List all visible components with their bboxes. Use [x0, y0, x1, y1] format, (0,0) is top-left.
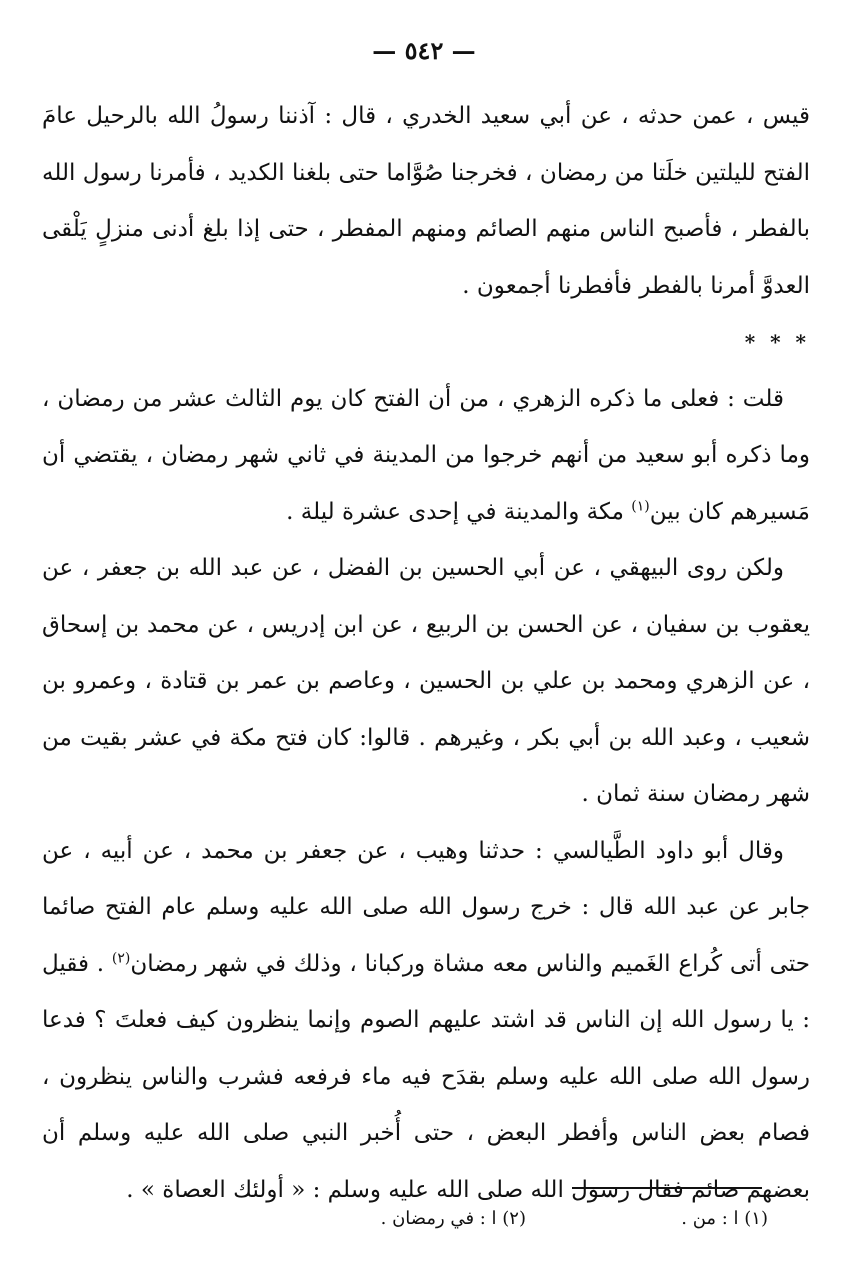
paragraph-3: ولكن روى البيهقي ، عن أبي الحسين بن الفضل ، عن عبد الله بن جعفر ، عن يعقوب بن سفيان ، عن الحسن بن الربيع ، عن ابن إدريس ، عن محمد بن إسحاق ، عن الزهري ومحمد بن علي بن الحسين ، وعاصم بن عمر بن قتادة ، وعمرو بن شعيب ، وعبد الله بن أبي بكر ، وغيرهم . قالوا: كان فتح مكة في عشر بقيت من شهر رمضان سنة ثمان .	[42, 555, 810, 807]
footnote-1: (١) ا : من .	[681, 1208, 768, 1229]
page-number: — ٥٤٢ —	[372, 36, 476, 65]
footnote-divider	[572, 1187, 762, 1189]
paragraph-4-text-before: وقال أبو داود الطَّيالسي : حدثنا وهيب ، عن جعفر بن محمد ، عن أبيه ، عن جابر عن عبد الله قال : خرج رسول الله صلى الله عليه وسلم عام الفتح صائما حتى أتى كُراع الغَميم والناس معه مشاة وركبانا ، وذلك في شهر رمضان	[42, 837, 810, 977]
section-separator: * * *	[744, 330, 810, 354]
paragraph-2-text-after: مكة والمدينة في إحدى عشرة ليلة .	[286, 498, 624, 525]
main-text	[42, 88, 810, 1218]
paragraph-2	[42, 371, 810, 541]
paragraph-2-text-before: قلت : فعلى ما ذكره الزهري ، من أن الفتح كان يوم الثالث عشر من رمضان ، وما ذكره أبو سعيد من أنهم خرجوا من المدينة في ثاني شهر رمضان ، يقتضي أن مَسيرهم كان بين	[42, 385, 810, 525]
footnote-ref-2: (٢)	[111, 949, 131, 966]
paragraph-4-text-after: . فقيل : يا رسول الله إن الناس قد اشتد عليهم الصوم وإنما ينظرون كيف فعلتَ ؟ فدعا رسول الله صلى الله عليه وسلم بقدَح فيه ماء فرفعه فشرب والناس ينظرون ، فصام بعض الناس وأفطر البعض ، حتى أُخبر النبي صلى الله عليه وسلم أن بعضهم صائم فقال رسول الله صلى الله عليه وسلم : « أولئك العصاة » .	[42, 950, 810, 1203]
paragraph-1: قيس ، عمن حدثه ، عن أبي سعيد الخدري ، قال : آذننا رسولُ الله بالرحيل عامَ الفتح لليلتين خلَتا من رمضان ، فخرجنا صُوَّاما حتى بلغنا الكديد ، فأمرنا رسول الله بالفطر ، فأصبح الناس منهم الصائم ومنهم المفطر ، حتى إذا بلغ أدنى منزلٍ يَلْقى العدوَّ أمرنا بالفطر فأفطرنا أجمعون .	[42, 103, 810, 299]
paragraph-4	[42, 823, 810, 1219]
footnote-2: (٢) ا : في رمضان .	[380, 1208, 526, 1229]
footnote-ref-1: (١)	[631, 497, 650, 514]
